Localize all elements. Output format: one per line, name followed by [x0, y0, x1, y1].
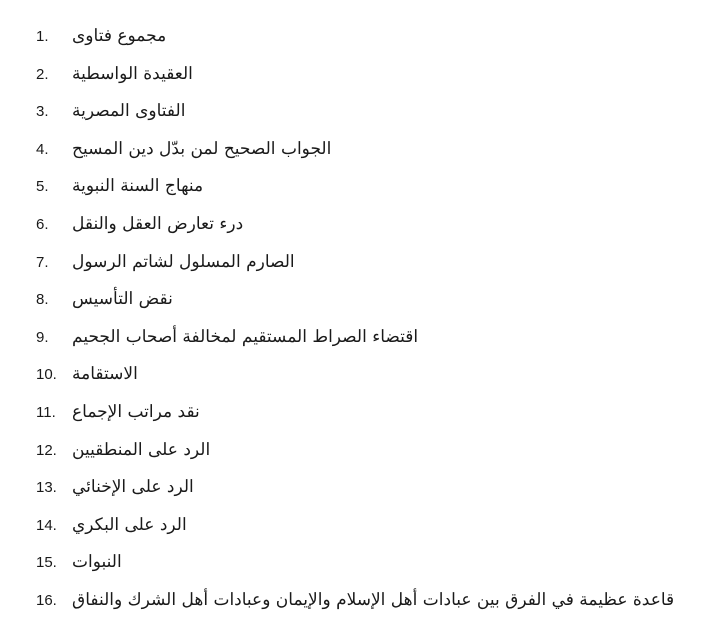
- list-item-number: 13.: [36, 479, 57, 497]
- list-item-title: الجواب الصحيح لمن بدّل دين المسيح: [72, 138, 332, 159]
- list-item: [0, 95, 701, 133]
- list-item-number: 12.: [36, 441, 57, 459]
- list-item-number: 6.: [36, 215, 49, 233]
- list-item-title: نقد مراتب الإجماع: [72, 401, 200, 422]
- list-item-title: درء تعارض العقل والنقل: [72, 213, 244, 234]
- list-item: [0, 471, 701, 509]
- list-item-number: 4.: [36, 140, 49, 158]
- list-item-title: الاستقامة: [72, 364, 138, 385]
- list-item-title: منهاج السنة النبوية: [72, 176, 204, 197]
- list-item: [0, 358, 701, 396]
- list-item-number: 10.: [36, 366, 57, 384]
- list-item: [0, 546, 701, 584]
- list-item-title: الرد على المنطقيين: [72, 439, 211, 460]
- book-list: [0, 20, 701, 622]
- list-item-title: مجموع فتاوى: [72, 26, 167, 46]
- list-item-number: 9.: [36, 328, 49, 346]
- list-item-title: الصارم المسلول لشاتم الرسول: [72, 251, 295, 272]
- list-item: [0, 396, 701, 434]
- list-item: [0, 584, 701, 622]
- list-item-title: اقتضاء الصراط المستقيم لمخالفة أصحاب الجحيم: [72, 326, 419, 347]
- list-item-title: الرد على البكري: [72, 514, 187, 535]
- list-item-number: 3.: [36, 103, 49, 121]
- list-item-number: 15.: [36, 554, 57, 572]
- list-item-title: النبوات: [72, 552, 122, 573]
- list-item: [0, 509, 701, 547]
- list-item-title: قاعدة عظيمة في الفرق بين عبادات أهل الإسلام والإيمان وعبادات أهل الشرك والنفاق: [72, 589, 675, 610]
- list-item-number: 2.: [36, 65, 49, 83]
- list-item-number: 14.: [36, 516, 57, 534]
- list-item: [0, 246, 701, 284]
- list-item-title: الرد على الإخنائي: [72, 477, 194, 498]
- list-item: [0, 133, 701, 171]
- list-item-number: 7.: [36, 253, 49, 271]
- list-item: [0, 283, 701, 321]
- list-item-title: نقض التأسيس: [72, 289, 173, 310]
- list-item-number: 11.: [36, 403, 56, 421]
- list-item: [0, 208, 701, 246]
- list-item-number: 16.: [36, 591, 57, 609]
- list-item: [0, 58, 701, 96]
- list-item-number: 1.: [36, 28, 49, 45]
- list-item: [0, 170, 701, 208]
- list-item: [0, 20, 701, 58]
- list-item-number: 5.: [36, 178, 49, 196]
- list-item: [0, 321, 701, 359]
- list-item: [0, 434, 701, 472]
- list-item-title: الفتاوى المصرية: [72, 101, 186, 122]
- list-item-title: العقيدة الواسطية: [72, 63, 193, 84]
- list-item-number: 8.: [36, 291, 49, 309]
